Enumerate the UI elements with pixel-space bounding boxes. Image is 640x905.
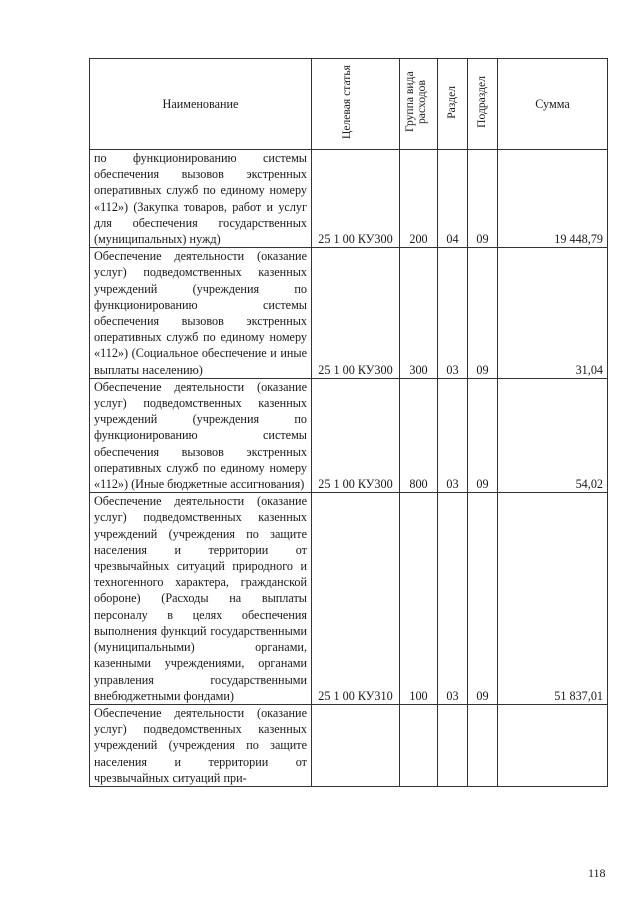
row-target-article <box>312 704 400 786</box>
row-amount <box>498 704 608 786</box>
row-target-article: 25 1 00 КУ300 <box>312 150 400 248</box>
row-amount: 19 448,79 <box>498 150 608 248</box>
page-number: 118 <box>588 866 606 880</box>
row-name: Обеспечение деятельности (оказание услуг) подведомственных казенных учреждений (учреждения по защите населения и территории от чрезвычайных ситуаций природного и техногенного характера, гражданской обороне) (Расходы на выплаты персоналу в целях обеспечения выполнения функций государственными (муниципальными) органами, казенными учреждениями, органами управления государственными внебюджетными фондами) <box>90 493 312 705</box>
header-name: Наименование <box>90 59 312 150</box>
row-expense-group <box>400 704 438 786</box>
row-name: Обеспечение деятельности (оказание услуг) подведомственных казенных учреждений (учреждения по защите населения и территории от чрезвычайных ситуаций при- <box>90 704 312 786</box>
row-expense-group: 200 <box>400 150 438 248</box>
row-name: Обеспечение деятельности (оказание услуг) подведомственных казенных учреждений (учреждения по функционированию системы обеспечения вызовов экстренных оперативных служб по единому номеру «112») (Иные бюджетные ассигнования) <box>90 378 312 492</box>
row-expense-group: 300 <box>400 248 438 379</box>
budget-table <box>89 58 608 787</box>
header-section: Раздел <box>438 59 468 150</box>
header-target-article: Целевая статья <box>312 59 400 150</box>
row-subsection: 09 <box>468 248 498 379</box>
row-expense-group: 100 <box>400 493 438 705</box>
header-subsection: Подраздел <box>468 59 498 150</box>
row-section: 03 <box>438 248 468 379</box>
header-expense-group: Группа вида расходов <box>400 59 438 150</box>
table-row <box>90 378 608 492</box>
table-row <box>90 150 608 248</box>
table-row <box>90 704 608 786</box>
header-amount: Сумма <box>498 59 608 150</box>
table-header-row <box>90 59 608 150</box>
row-section: 03 <box>438 493 468 705</box>
row-target-article: 25 1 00 КУ300 <box>312 378 400 492</box>
row-expense-group: 800 <box>400 378 438 492</box>
row-section: 04 <box>438 150 468 248</box>
row-amount: 51 837,01 <box>498 493 608 705</box>
row-subsection: 09 <box>468 493 498 705</box>
row-section <box>438 704 468 786</box>
table-row <box>90 493 608 705</box>
row-target-article: 25 1 00 КУ300 <box>312 248 400 379</box>
table-row <box>90 248 608 379</box>
row-subsection: 09 <box>468 378 498 492</box>
row-amount: 31,04 <box>498 248 608 379</box>
row-section: 03 <box>438 378 468 492</box>
row-subsection: 09 <box>468 150 498 248</box>
row-name: Обеспечение деятельности (оказание услуг) подведомственных казенных учреждений (учреждения по функционированию системы обеспечения вызовов экстренных оперативных служб по единому номеру «112») (Социальное обеспечение и иные выплаты населению) <box>90 248 312 379</box>
row-target-article: 25 1 00 КУ310 <box>312 493 400 705</box>
row-amount: 54,02 <box>498 378 608 492</box>
row-name: по функционированию системы обеспечения вызовов экстренных оперативных служб по единому номеру «112») (Закупка товаров, работ и услуг для обеспечения государственных (муниципальных) нужд) <box>90 150 312 248</box>
row-subsection <box>468 704 498 786</box>
